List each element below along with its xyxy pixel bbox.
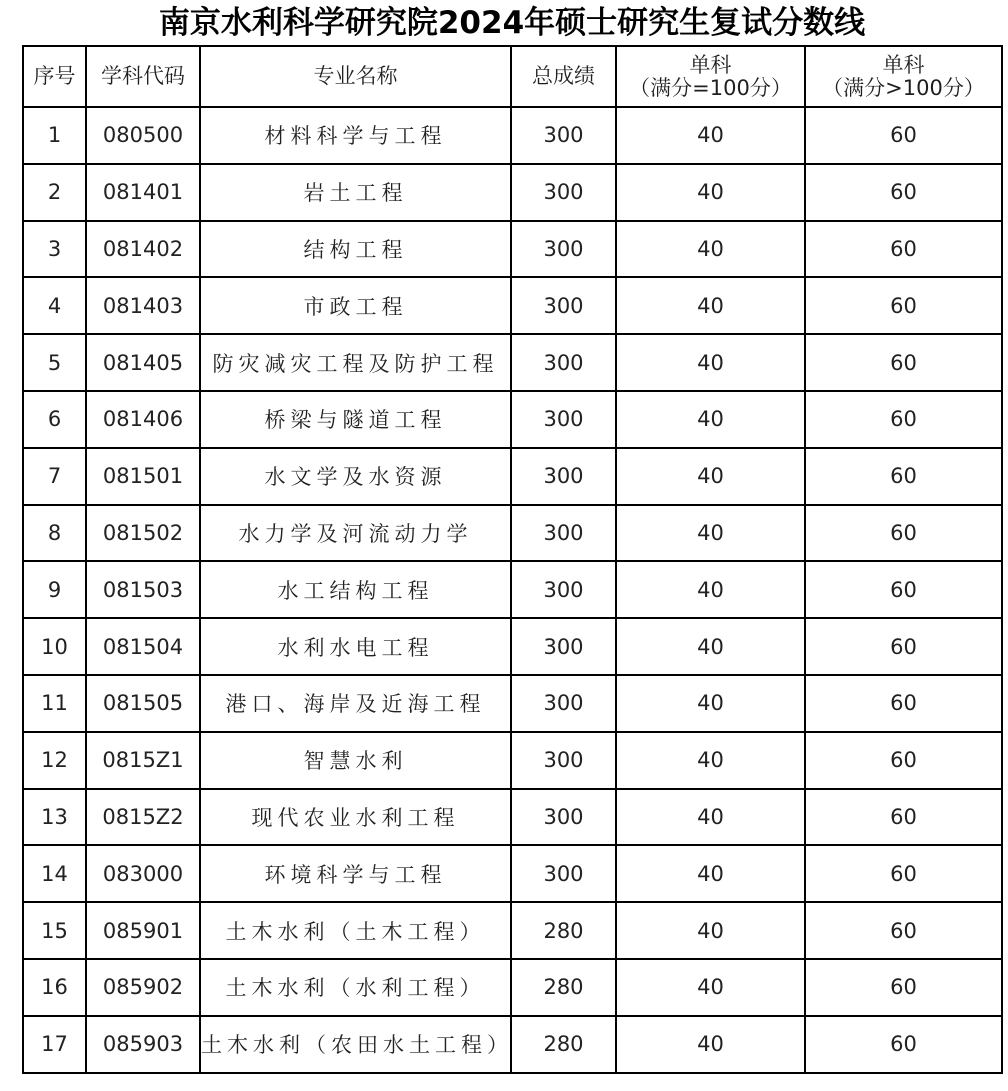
cell-single-gt100: 60 [805,959,1002,1016]
cell-total: 300 [511,845,616,902]
cell-total: 300 [511,675,616,732]
cell-code: 081504 [86,618,200,675]
cell-total: 300 [511,391,616,448]
score-table [22,45,1003,1074]
header-total: 总成绩 [511,46,616,107]
table-row [23,675,1002,732]
cell-name: 水力学及河流动力学 [200,505,511,562]
cell-name: 现代农业水利工程 [200,789,511,846]
cell-single-100: 40 [616,391,805,448]
cell-code: 0815Z1 [86,732,200,789]
cell-total: 300 [511,561,616,618]
cell-name: 智慧水利 [200,732,511,789]
table-row [23,732,1002,789]
cell-single-gt100: 60 [805,675,1002,732]
cell-name: 港口、海岸及近海工程 [200,675,511,732]
cell-name: 市政工程 [200,277,511,334]
cell-name: 材料科学与工程 [200,107,511,164]
cell-total: 300 [511,277,616,334]
cell-name: 水工结构工程 [200,561,511,618]
cell-single-gt100: 60 [805,789,1002,846]
cell-code: 081503 [86,561,200,618]
cell-total: 300 [511,789,616,846]
cell-index: 8 [23,505,86,562]
table-body [23,107,1002,1073]
cell-index: 2 [23,164,86,221]
cell-single-100: 40 [616,845,805,902]
cell-single-gt100: 60 [805,902,1002,959]
cell-index: 14 [23,845,86,902]
header-index: 序号 [23,46,86,107]
cell-total: 300 [511,221,616,278]
cell-total: 300 [511,164,616,221]
table-row [23,107,1002,164]
cell-single-100: 40 [616,277,805,334]
cell-code: 083000 [86,845,200,902]
cell-index: 4 [23,277,86,334]
cell-code: 0815Z2 [86,789,200,846]
cell-single-100: 40 [616,789,805,846]
table-row [23,618,1002,675]
header-code: 学科代码 [86,46,200,107]
cell-code: 081502 [86,505,200,562]
cell-index: 3 [23,221,86,278]
cell-single-100: 40 [616,959,805,1016]
cell-single-100: 40 [616,561,805,618]
cell-index: 15 [23,902,86,959]
cell-name: 岩土工程 [200,164,511,221]
cell-single-100: 40 [616,618,805,675]
cell-name: 水利水电工程 [200,618,511,675]
cell-single-gt100: 60 [805,618,1002,675]
cell-single-100: 40 [616,334,805,391]
cell-total: 300 [511,334,616,391]
cell-name: 防灾减灾工程及防护工程 [200,334,511,391]
cell-index: 6 [23,391,86,448]
header-single-gt100-line1: 单科 [882,52,925,77]
cell-single-100: 40 [616,221,805,278]
cell-single-100: 40 [616,675,805,732]
cell-total: 300 [511,505,616,562]
cell-code: 081406 [86,391,200,448]
cell-single-gt100: 60 [805,1016,1002,1073]
cell-total: 300 [511,732,616,789]
cell-single-100: 40 [616,732,805,789]
cell-total: 280 [511,959,616,1016]
cell-name: 土木水利（土木工程） [200,902,511,959]
cell-single-gt100: 60 [805,732,1002,789]
cell-total: 300 [511,107,616,164]
cell-name: 桥梁与隧道工程 [200,391,511,448]
cell-single-gt100: 60 [805,107,1002,164]
page-title: 南京水利科学研究院2024年硕士研究生复试分数线 [158,5,866,41]
cell-code: 080500 [86,107,200,164]
header-row [23,46,1002,107]
cell-code: 081501 [86,448,200,505]
cell-total: 280 [511,1016,616,1073]
cell-code: 085902 [86,959,200,1016]
table-row [23,845,1002,902]
table-row [23,164,1002,221]
cell-total: 280 [511,902,616,959]
table-row [23,505,1002,562]
cell-name: 环境科学与工程 [200,845,511,902]
cell-single-gt100: 60 [805,391,1002,448]
table-row [23,789,1002,846]
cell-code: 085903 [86,1016,200,1073]
cell-code: 081505 [86,675,200,732]
cell-single-100: 40 [616,107,805,164]
cell-index: 11 [23,675,86,732]
cell-total: 300 [511,618,616,675]
cell-index: 12 [23,732,86,789]
table-row [23,561,1002,618]
cell-total: 300 [511,448,616,505]
cell-name: 土木水利（农田水土工程） [200,1016,511,1073]
table-row [23,902,1002,959]
cell-name: 水文学及水资源 [200,448,511,505]
cell-single-gt100: 60 [805,448,1002,505]
cell-index: 1 [23,107,86,164]
table-row [23,959,1002,1016]
cell-single-100: 40 [616,448,805,505]
cell-index: 13 [23,789,86,846]
header-single-gt100-line2: （满分>100分） [822,75,985,100]
header-single-100-line1: 单科 [689,52,732,77]
header-single-gt100 [805,46,1002,107]
table-row [23,448,1002,505]
cell-code: 085901 [86,902,200,959]
cell-code: 081402 [86,221,200,278]
table-row [23,277,1002,334]
cell-index: 5 [23,334,86,391]
cell-index: 16 [23,959,86,1016]
cell-single-100: 40 [616,164,805,221]
cell-name: 土木水利（水利工程） [200,959,511,1016]
cell-single-gt100: 60 [805,221,1002,278]
cell-single-gt100: 60 [805,505,1002,562]
cell-single-gt100: 60 [805,561,1002,618]
header-name: 专业名称 [200,46,511,107]
cell-single-100: 40 [616,505,805,562]
cell-index: 9 [23,561,86,618]
cell-code: 081403 [86,277,200,334]
table-row [23,334,1002,391]
header-single-100 [616,46,805,107]
cell-index: 17 [23,1016,86,1073]
cell-name: 结构工程 [200,221,511,278]
cell-single-100: 40 [616,1016,805,1073]
cell-single-gt100: 60 [805,164,1002,221]
cell-code: 081401 [86,164,200,221]
table-row [23,221,1002,278]
cell-single-gt100: 60 [805,845,1002,902]
cell-index: 7 [23,448,86,505]
table-row [23,1016,1002,1073]
header-single-100-line2: （满分=100分） [629,75,792,100]
cell-single-gt100: 60 [805,277,1002,334]
cell-index: 10 [23,618,86,675]
cell-single-gt100: 60 [805,334,1002,391]
cell-code: 081405 [86,334,200,391]
table-row [23,391,1002,448]
cell-single-100: 40 [616,902,805,959]
